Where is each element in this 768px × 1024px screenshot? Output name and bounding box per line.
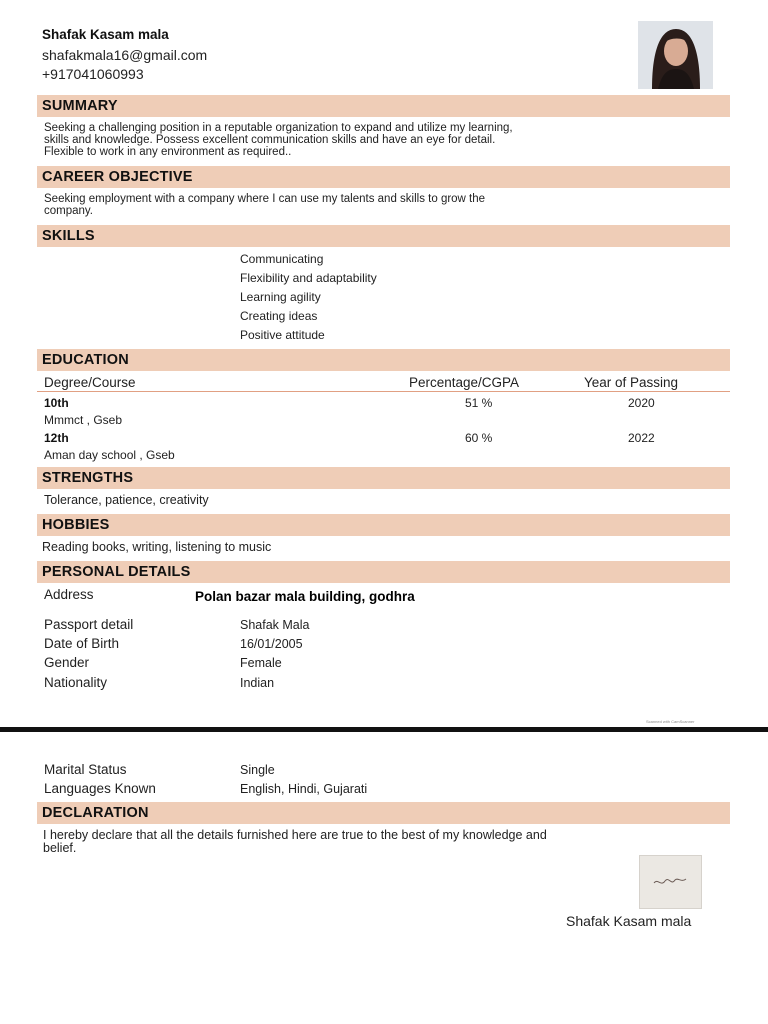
education-column-header: Year of Passing bbox=[584, 375, 679, 390]
education-percentage: 60 % bbox=[465, 431, 493, 445]
education-column-header: Percentage/CGPA bbox=[409, 375, 520, 390]
hobbies-text: Reading books, writing, listening to music bbox=[42, 540, 272, 554]
education-column-header: Degree/Course bbox=[44, 375, 136, 390]
resume-name: Shafak Kasam mala bbox=[42, 27, 169, 42]
personal-value: Female bbox=[240, 656, 282, 670]
summary-text bbox=[44, 122, 714, 158]
phone: +917041060993 bbox=[42, 66, 144, 82]
strengths-text: Tolerance, patience, creativity bbox=[44, 493, 209, 507]
career-objective-heading-band bbox=[37, 166, 730, 188]
scanner-watermark: Scanned with CamScanner bbox=[646, 719, 695, 724]
declaration-heading-band bbox=[37, 802, 730, 824]
address-value: Polan bazar mala building, godhra bbox=[195, 589, 415, 604]
education-year: 2022 bbox=[628, 431, 655, 445]
personal-value: Indian bbox=[240, 676, 275, 690]
personal-label: Nationality bbox=[44, 675, 108, 690]
personal-label: Date of Birth bbox=[44, 636, 120, 651]
education-heading-band bbox=[37, 349, 730, 371]
profile-photo bbox=[638, 21, 713, 89]
summary-heading: SUMMARY bbox=[42, 98, 118, 114]
summary-line: skills and knowledge. Possess excellent communication skills and have an eye for detail. bbox=[44, 134, 496, 146]
career-objective-line: company. bbox=[44, 205, 94, 217]
skills-heading-band bbox=[37, 225, 730, 247]
education-degree: 10th bbox=[44, 396, 69, 410]
summary-heading-band bbox=[37, 95, 730, 117]
skill-item: Positive attitude bbox=[240, 328, 325, 342]
education-school: Aman day school , Gseb bbox=[44, 448, 175, 462]
career-objective-text bbox=[44, 193, 714, 217]
page-break bbox=[0, 727, 768, 732]
personal-label: Languages Known bbox=[44, 781, 156, 796]
personal-value: English, Hindi, Gujarati bbox=[240, 782, 368, 796]
skill-item: Creating ideas bbox=[240, 309, 318, 323]
summary-line: Flexible to work in any environment as required.. bbox=[44, 146, 292, 158]
declaration-line: I hereby declare that all the details furnished here are true to the best of my knowledge and bbox=[43, 828, 547, 842]
personal-value: 16/01/2005 bbox=[240, 637, 303, 651]
skill-item: Learning agility bbox=[240, 290, 321, 304]
summary-line: Seeking a challenging position in a reputable organization to expand and utilize my learning, bbox=[44, 122, 513, 134]
hobbies-heading-band bbox=[37, 514, 730, 536]
education-school: Mmmct , Gseb bbox=[44, 413, 123, 427]
signature-name: Shafak Kasam mala bbox=[566, 913, 692, 929]
personal-label: Gender bbox=[44, 655, 90, 670]
personal-details-heading-band bbox=[37, 561, 730, 583]
signature-image bbox=[639, 855, 702, 909]
education-percentage: 51 % bbox=[465, 396, 493, 410]
career-objective-line: Seeking employment with a company where I can use my talents and skills to grow the bbox=[44, 193, 486, 205]
career-objective-heading: CAREER OBJECTIVE bbox=[42, 169, 193, 185]
education-degree: 12th bbox=[44, 431, 69, 445]
education-heading: EDUCATION bbox=[42, 352, 129, 368]
email: shafakmala16@gmail.com bbox=[42, 47, 208, 63]
hobbies-heading: HOBBIES bbox=[42, 517, 110, 533]
personal-label: Marital Status bbox=[44, 762, 127, 777]
strengths-heading: STRENGTHS bbox=[42, 470, 134, 486]
education-year: 2020 bbox=[628, 396, 655, 410]
declaration-line: belief. bbox=[43, 841, 77, 855]
personal-details-heading: PERSONAL DETAILS bbox=[42, 564, 191, 580]
personal-value: Single bbox=[240, 763, 275, 777]
education-header-divider bbox=[37, 391, 730, 392]
strengths-heading-band bbox=[37, 467, 730, 489]
declaration-heading: DECLARATION bbox=[42, 805, 149, 821]
address-label: Address bbox=[44, 587, 94, 602]
personal-label: Passport detail bbox=[44, 617, 134, 632]
personal-value: Shafak Mala bbox=[240, 618, 310, 632]
skills-heading: SKILLS bbox=[42, 228, 95, 244]
skill-item: Flexibility and adaptability bbox=[240, 271, 377, 285]
skill-item: Communicating bbox=[240, 252, 324, 266]
declaration-text bbox=[43, 829, 713, 855]
